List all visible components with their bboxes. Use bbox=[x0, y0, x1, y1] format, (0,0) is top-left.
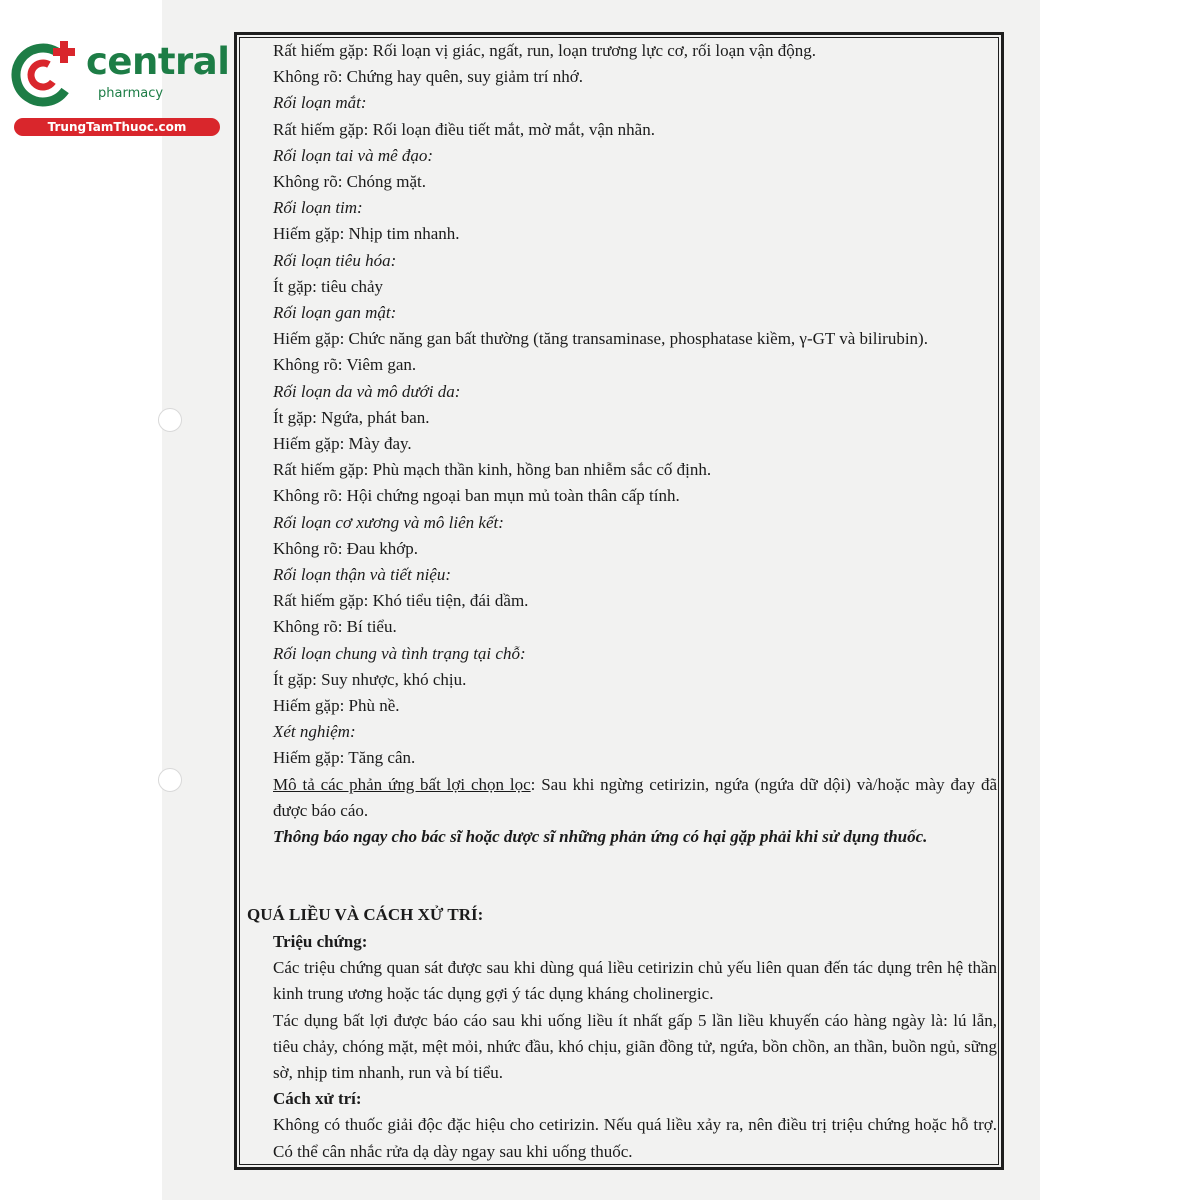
side-effect-line: Hiếm gặp: Nhịp tim nhanh. bbox=[273, 224, 460, 244]
selected-reactions-text: : Sau khi ngừng cetirizin, ngứa (ngứa dữ dội) và/hoặc mày đay đã được báo cáo. bbox=[273, 774, 997, 820]
category-heading: Rối loạn mắt: bbox=[273, 93, 367, 113]
side-effect-line: Rất hiếm gặp: Rối loạn điều tiết mắt, mờ mắt, vận nhãn. bbox=[273, 119, 655, 139]
brand-name: central bbox=[86, 40, 230, 83]
punch-hole bbox=[158, 768, 182, 792]
category-heading: Rối loạn da và mô dưới da: bbox=[273, 381, 461, 401]
symptoms-paragraph-2: Tác dụng bất lợi được báo cáo sau khi uống liều ít nhất gấp 5 lần liều khuyến cáo hàng ngày là: lú lẫn, tiêu chảy, chóng mặt, mệt mỏi, nhức đầu, khó chịu, giãn đồng tử, ngứa, bồn chồn, an thần, buồn ngủ, sững sờ, nhịp tim nhanh, run và bí tiểu. bbox=[273, 1010, 997, 1083]
brand-subtitle: pharmacy bbox=[98, 86, 164, 101]
category-heading: Rối loạn cơ xương và mô liên kết: bbox=[273, 512, 504, 532]
category-heading: Rối loạn tai và mê đạo: bbox=[273, 145, 434, 165]
side-effect-line: Ít gặp: tiêu chảy bbox=[273, 276, 383, 296]
side-effect-line: Rất hiếm gặp: Khó tiểu tiện, đái dầm. bbox=[273, 591, 529, 611]
report-notice: Thông báo ngay cho bác sĩ hoặc dược sĩ những phản ứng có hại gặp phải khi sử dụng thuốc. bbox=[273, 827, 928, 847]
side-effect-line: Hiếm gặp: Mày đay. bbox=[273, 434, 412, 454]
overdose-section bbox=[273, 929, 997, 1165]
brand-logo bbox=[10, 38, 230, 138]
category-heading: Xét nghiệm: bbox=[273, 722, 356, 742]
category-heading: Rối loạn tim: bbox=[273, 198, 363, 218]
overdose-heading: QUÁ LIỀU VÀ CÁCH XỬ TRÍ: bbox=[247, 905, 484, 924]
selected-reactions-label: Mô tả các phản ứng bất lợi chọn lọc bbox=[273, 774, 531, 794]
side-effects-section bbox=[273, 38, 997, 850]
brand-website: TrungTamThuoc.com bbox=[14, 118, 220, 136]
category-heading: Rối loạn thận và tiết niệu: bbox=[273, 565, 451, 585]
category-heading: Rối loạn chung và tình trạng tại chỗ: bbox=[273, 643, 526, 663]
side-effect-line: Không rõ: Đau khớp. bbox=[273, 538, 418, 558]
treatment-title: Cách xử trí: bbox=[273, 1089, 362, 1109]
side-effect-line: Không rõ: Chóng mặt. bbox=[273, 172, 426, 192]
symptoms-paragraph-1: Các triệu chứng quan sát được sau khi dùng quá liều cetirizin chủ yếu liên quan đến tác dụng trên hệ thần kinh trung ương hoặc tác dụng gợi ý tác dụng kháng cholinergic. bbox=[273, 958, 997, 1004]
side-effect-line: Không rõ: Hội chứng ngoại ban mụn mủ toàn thân cấp tính. bbox=[273, 486, 680, 506]
side-effect-line: Hiếm gặp: Tăng cân. bbox=[273, 748, 416, 768]
punch-hole bbox=[158, 408, 182, 432]
side-effect-line: Hiếm gặp: Phù nề. bbox=[273, 696, 400, 716]
side-effect-line: Rất hiếm gặp: Phù mạch thần kinh, hồng ban nhiễm sắc cố định. bbox=[273, 460, 712, 480]
side-effect-line: Không rõ: Viêm gan. bbox=[273, 355, 417, 375]
side-effect-line: Ít gặp: Suy nhược, khó chịu. bbox=[273, 669, 467, 689]
side-effect-line: Ít gặp: Ngứa, phát ban. bbox=[273, 407, 430, 427]
central-pharmacy-logo-icon bbox=[10, 38, 80, 108]
symptoms-title: Triệu chứng: bbox=[273, 932, 368, 951]
side-effect-line: Không rõ: Chứng hay quên, suy giảm trí nhớ. bbox=[273, 67, 584, 87]
side-effect-paragraph: Hiếm gặp: Chức năng gan bất thường (tăng transaminase, phosphatase kiềm, γ-GT và bilirubin). bbox=[273, 329, 928, 349]
side-effect-line: Không rõ: Bí tiểu. bbox=[273, 617, 397, 637]
category-heading: Rối loạn tiêu hóa: bbox=[273, 250, 397, 270]
side-effect-line: Rất hiếm gặp: Rối loạn vị giác, ngất, run, loạn trương lực cơ, rối loạn vận động. bbox=[273, 41, 816, 60]
treatment-paragraph: Không có thuốc giải độc đặc hiệu cho cetirizin. Nếu quá liều xảy ra, nên điều trị triệu chứng hoặc hỗ trợ. Có thể cân nhắc rửa dạ dày ngay sau khi uống thuốc. bbox=[273, 1115, 997, 1161]
category-heading: Rối loạn gan mật: bbox=[273, 303, 397, 323]
selected-reactions-paragraph bbox=[273, 772, 997, 824]
